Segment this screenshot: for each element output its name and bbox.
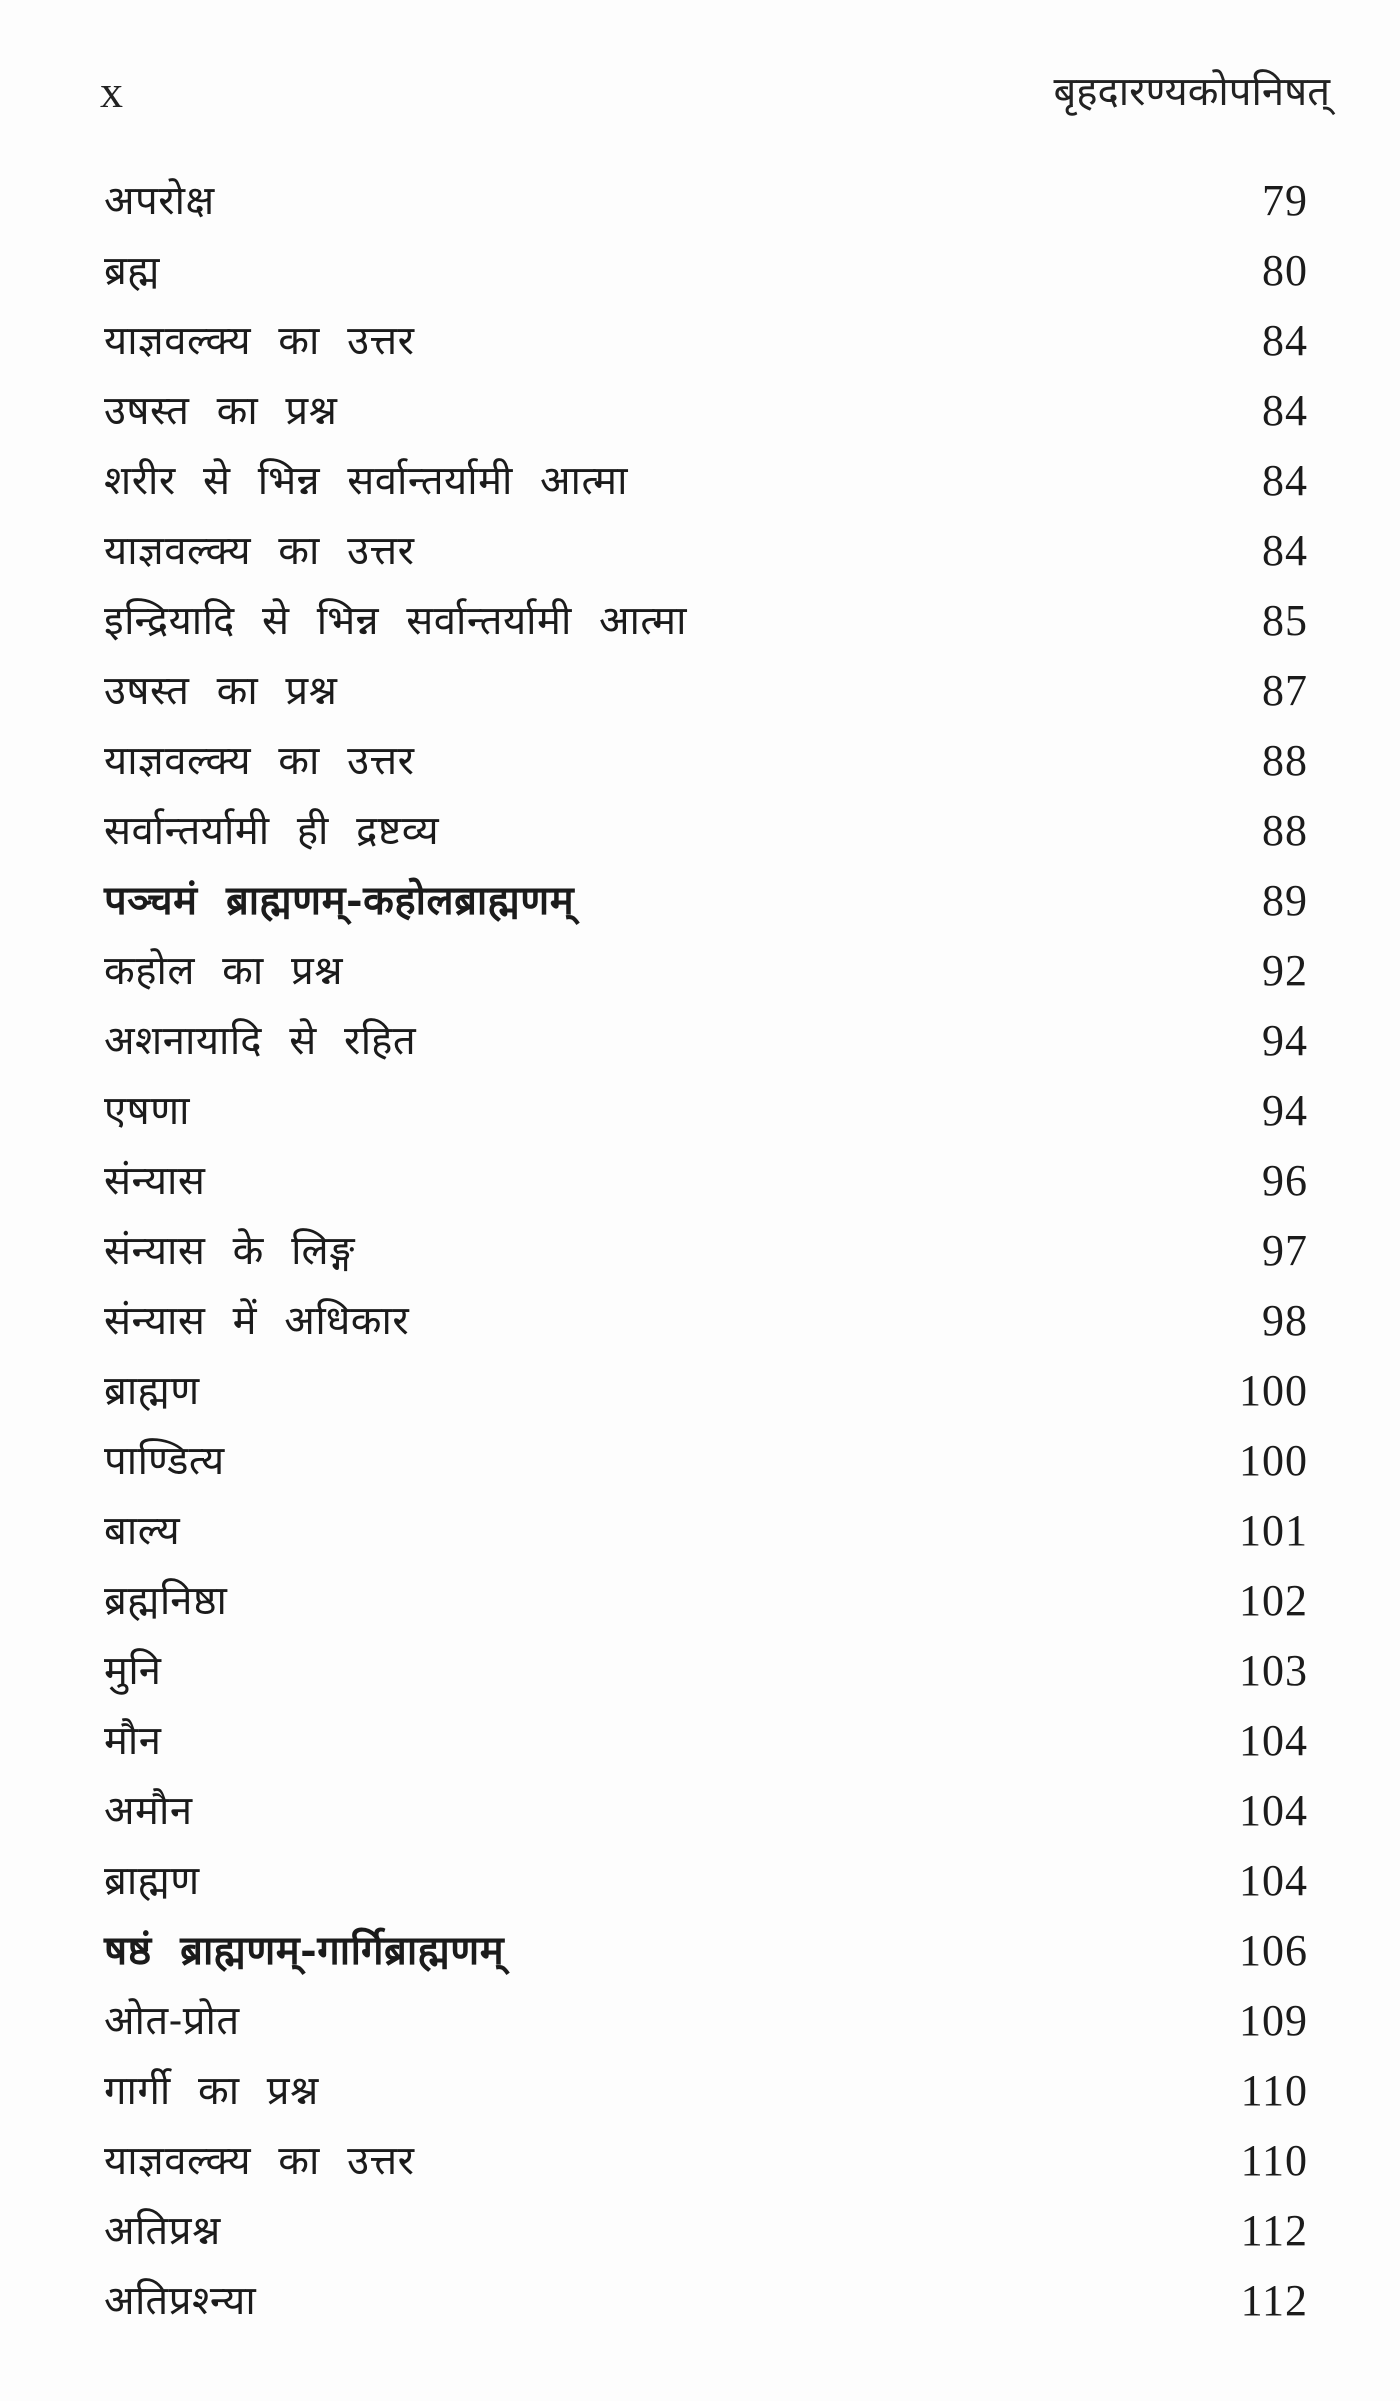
toc-entry-page-number: 106 xyxy=(1239,1926,1308,1975)
toc-entry xyxy=(0,1076,1400,1146)
toc-entry-page-number: 110 xyxy=(1240,2066,1308,2115)
table-of-contents xyxy=(0,166,1400,2336)
toc-entry-title: ओत-प्रोत xyxy=(104,1998,240,2044)
toc-section-heading xyxy=(0,866,1400,936)
toc-entry-page-number: 104 xyxy=(1239,1856,1308,1905)
toc-entry-page-number: 92 xyxy=(1262,946,1308,995)
toc-entry-title: याज्ञवल्क्य का उत्तर xyxy=(104,528,415,574)
toc-entry xyxy=(0,1776,1400,1846)
toc-entry xyxy=(0,1706,1400,1776)
toc-entry xyxy=(0,1986,1400,2056)
toc-entry-page-number: 101 xyxy=(1239,1506,1308,1555)
toc-entry xyxy=(0,1216,1400,1286)
toc-entry-page-number: 84 xyxy=(1262,456,1308,505)
toc-entry-title: उषस्त का प्रश्न xyxy=(104,668,338,714)
toc-entry-title: अपरोक्ष xyxy=(104,178,215,224)
toc-entry-page-number: 96 xyxy=(1262,1156,1308,1205)
toc-entry xyxy=(0,2266,1400,2336)
toc-entry-title: अमौन xyxy=(104,1788,193,1834)
toc-entry xyxy=(0,1636,1400,1706)
toc-entry xyxy=(0,2126,1400,2196)
toc-entry-title: कहोल का प्रश्न xyxy=(104,948,343,994)
toc-entry xyxy=(0,936,1400,1006)
toc-entry xyxy=(0,1846,1400,1916)
toc-entry-title: ब्रह्मनिष्ठा xyxy=(104,1578,228,1624)
toc-entry xyxy=(0,446,1400,516)
toc-entry-page-number: 84 xyxy=(1262,386,1308,435)
toc-entry xyxy=(0,1356,1400,1426)
toc-entry-page-number: 100 xyxy=(1239,1366,1308,1415)
toc-entry-title: सर्वान्तर्यामी ही द्रष्टव्य xyxy=(104,808,440,854)
toc-entry xyxy=(0,2196,1400,2266)
toc-entry-title: संन्यास के लिङ्ग xyxy=(104,1228,355,1274)
toc-entry-page-number: 94 xyxy=(1262,1016,1308,1065)
toc-entry-page-number: 98 xyxy=(1262,1296,1308,1345)
toc-entry xyxy=(0,236,1400,306)
toc-entry-page-number: 102 xyxy=(1239,1576,1308,1625)
toc-entry-title: ब्राह्मण xyxy=(104,1858,200,1904)
toc-entry-title: संन्यास xyxy=(104,1158,206,1204)
toc-entry-page-number: 87 xyxy=(1262,666,1308,715)
toc-entry xyxy=(0,1286,1400,1356)
toc-entry-title: गार्गी का प्रश्न xyxy=(104,2068,319,2114)
toc-entry-page-number: 109 xyxy=(1239,1996,1308,2045)
toc-entry-page-number: 104 xyxy=(1239,1786,1308,1835)
toc-entry-page-number: 88 xyxy=(1262,806,1308,855)
toc-entry-page-number: 103 xyxy=(1239,1646,1308,1695)
toc-entry-page-number: 112 xyxy=(1240,2206,1308,2255)
toc-entry xyxy=(0,586,1400,656)
toc-entry-title: याज्ञवल्क्य का उत्तर xyxy=(104,2138,415,2184)
page-header xyxy=(0,0,1400,150)
toc-entry xyxy=(0,516,1400,586)
toc-entry xyxy=(0,306,1400,376)
toc-entry xyxy=(0,2056,1400,2126)
toc-entry xyxy=(0,796,1400,866)
toc-entry-title: मौन xyxy=(104,1718,162,1764)
toc-entry-page-number: 85 xyxy=(1262,596,1308,645)
toc-entry-page-number: 104 xyxy=(1239,1716,1308,1765)
toc-entry-page-number: 94 xyxy=(1262,1086,1308,1135)
toc-entry-page-number: 79 xyxy=(1262,176,1308,225)
toc-entry xyxy=(0,1496,1400,1566)
toc-entry xyxy=(0,656,1400,726)
toc-entry xyxy=(0,166,1400,236)
toc-entry-title: ब्रह्म xyxy=(104,248,160,294)
toc-entry-page-number: 89 xyxy=(1262,876,1308,925)
toc-entry xyxy=(0,1006,1400,1076)
toc-entry-title: इन्द्रियादि से भिन्न सर्वान्तर्यामी आत्मा xyxy=(104,598,687,644)
toc-entry-page-number: 110 xyxy=(1240,2136,1308,2185)
toc-entry-title: उषस्त का प्रश्न xyxy=(104,388,338,434)
toc-entry-title: पञ्चमं ब्राह्मणम्-कहोलब्राह्मणम् xyxy=(104,877,575,924)
toc-entry-title: बाल्य xyxy=(104,1508,181,1554)
toc-entry xyxy=(0,376,1400,446)
toc-entry-title: अतिप्रश्न xyxy=(104,2208,221,2254)
toc-entry xyxy=(0,1566,1400,1636)
toc-entry xyxy=(0,726,1400,796)
toc-section-heading xyxy=(0,1916,1400,1986)
toc-entry-page-number: 112 xyxy=(1240,2276,1308,2325)
toc-entry xyxy=(0,1146,1400,1216)
toc-entry-title: मुनि xyxy=(104,1648,162,1694)
toc-entry-title: एषणा xyxy=(104,1088,191,1134)
toc-entry-page-number: 84 xyxy=(1262,526,1308,575)
toc-entry-title: ब्राह्मण xyxy=(104,1368,200,1414)
page-number: x xyxy=(100,66,123,117)
toc-entry-title: षष्ठं ब्राह्मणम्-गार्गिब्राह्मणम् xyxy=(104,1927,505,1974)
toc-entry-title: संन्यास में अधिकार xyxy=(104,1298,410,1344)
toc-entry xyxy=(0,1426,1400,1496)
toc-entry-title: याज्ञवल्क्य का उत्तर xyxy=(104,738,415,784)
toc-entry-title: शरीर से भिन्न सर्वान्तर्यामी आत्मा xyxy=(104,458,628,504)
toc-entry-page-number: 97 xyxy=(1262,1226,1308,1275)
toc-entry-title: अतिप्रश्न्या xyxy=(104,2278,257,2324)
toc-entry-page-number: 84 xyxy=(1262,316,1308,365)
toc-entry-title: याज्ञवल्क्य का उत्तर xyxy=(104,318,415,364)
running-title: बृहदारण्यकोपनिषत् xyxy=(1053,69,1330,115)
toc-entry-page-number: 100 xyxy=(1239,1436,1308,1485)
toc-entry-title: पाण्डित्य xyxy=(104,1438,225,1484)
toc-entry-page-number: 88 xyxy=(1262,736,1308,785)
toc-entry-page-number: 80 xyxy=(1262,246,1308,295)
toc-entry-title: अशनायादि से रहित xyxy=(104,1018,417,1064)
